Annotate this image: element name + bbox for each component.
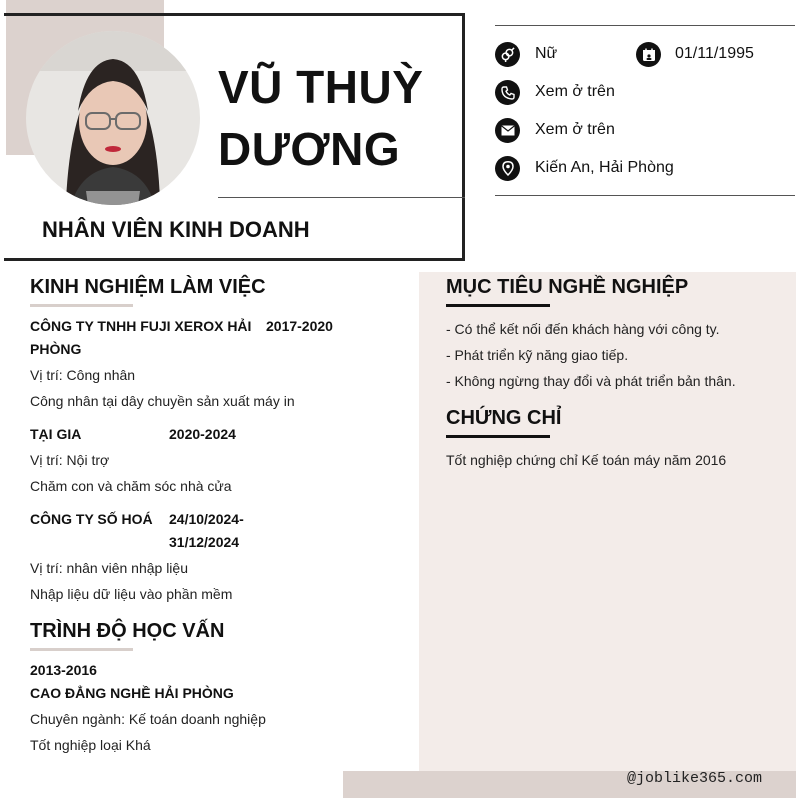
experience-description: Nhập liệu dữ liệu vào phần mềm [30, 586, 233, 602]
education-grade: Tốt nghiệp loại Khá [30, 737, 151, 753]
experience-period: 2017-2020 [266, 318, 333, 334]
email-value: Xem ở trên [535, 121, 615, 138]
experience-position: Vị trí: Nội trợ [30, 452, 110, 468]
job-title: NHÂN VIÊN KINH DOANH [42, 217, 310, 242]
footer-watermark: @joblike365.com [626, 770, 762, 787]
education-major: Chuyên ngành: Kế toán doanh nghiệp [30, 711, 266, 727]
name-line-1: VŨ THUỲ [218, 61, 424, 113]
section-underline [446, 304, 550, 307]
objective-item: - Có thể kết nối đến khách hàng với công ty. [446, 321, 720, 337]
phone-value: Xem ở trên [535, 83, 615, 100]
experience-position: Vị trí: Công nhân [30, 367, 136, 383]
education-period: 2013-2016 [30, 662, 97, 678]
experience-period: 2020-2024 [169, 426, 236, 442]
phone-icon [495, 80, 520, 105]
gender-icon [495, 42, 520, 67]
experience-description: Chăm con và chăm sóc nhà cửa [30, 478, 232, 494]
avatar [26, 31, 200, 205]
experience-company: TẠI GIA [30, 426, 82, 442]
divider [495, 195, 795, 196]
address-value: Kiến An, Hải Phòng [535, 159, 674, 176]
experience-period: 24/10/2024- 31/12/2024 [169, 511, 244, 550]
objective-title: MỤC TIÊU NGHỀ NGHIỆP [446, 276, 689, 298]
divider [218, 197, 465, 198]
section-underline [446, 435, 550, 438]
objective-item: - Không ngừng thay đổi và phát triển bản thân. [446, 373, 736, 389]
education-school: CAO ĐẲNG NGHỀ HẢI PHÒNG [30, 685, 234, 701]
divider [495, 25, 795, 26]
dob-value: 01/11/1995 [675, 45, 754, 62]
section-underline [30, 304, 133, 307]
education-title: TRÌNH ĐỘ HỌC VẤN [30, 620, 225, 642]
candidate-name [218, 56, 423, 180]
calendar-icon [636, 42, 661, 67]
experience-company: CÔNG TY SỐ HOÁ [30, 511, 153, 527]
objective-item: - Phát triển kỹ năng giao tiếp. [446, 347, 629, 363]
certificates-title: CHỨNG CHỈ [446, 407, 562, 429]
experience-position: Vị trí: nhân viên nhập liệu [30, 560, 188, 576]
gender-value: Nữ [535, 45, 558, 62]
certificate-item: Tốt nghiệp chứng chỉ Kế toán máy năm 2016 [446, 452, 727, 468]
experience-description: Công nhân tại dây chuyền sản xuất máy in [30, 393, 295, 409]
experience-company: CÔNG TY TNHH FUJI XEROX HẢI PHÒNG [30, 318, 252, 357]
envelope-icon [495, 118, 520, 143]
name-line-2: DƯƠNG [218, 123, 401, 175]
experience-title: KINH NGHIỆM LÀM VIỆC [30, 276, 266, 298]
section-underline [30, 648, 133, 651]
location-pin-icon [495, 156, 520, 181]
